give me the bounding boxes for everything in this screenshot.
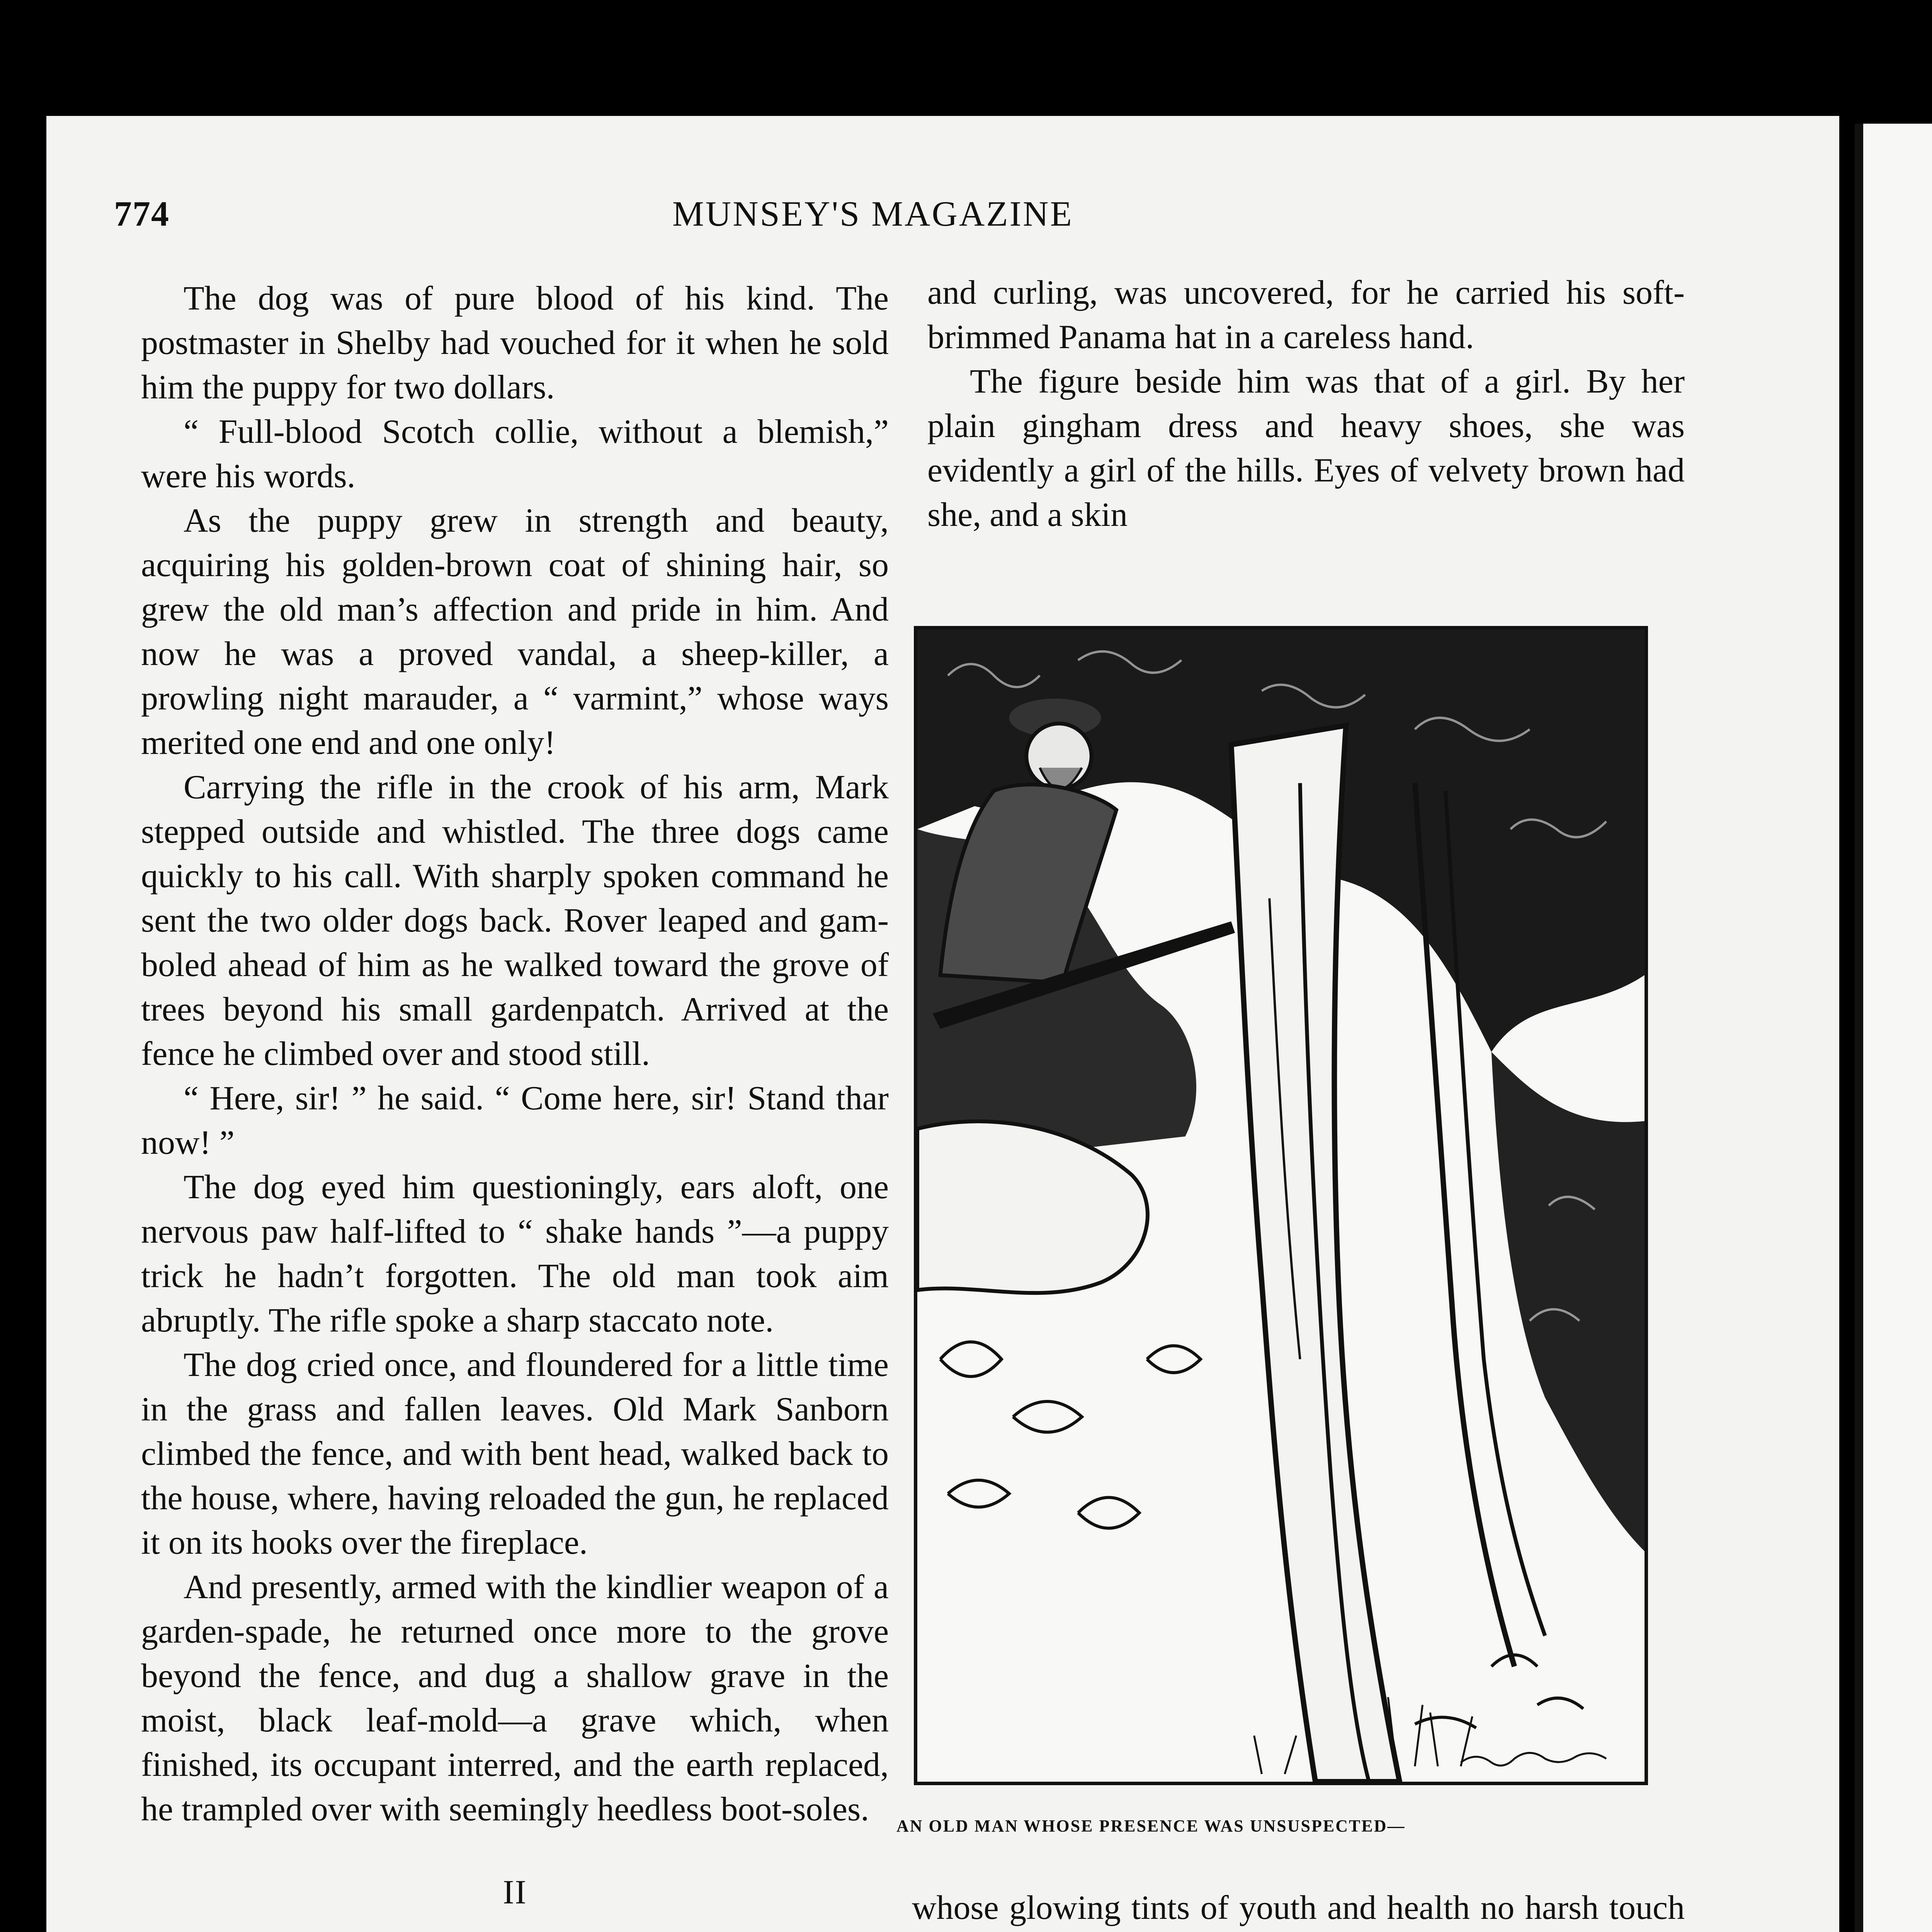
paragraph: The figure beside him was that of a girl. By her plain gingham dress and heavy shoes, she was evidently a girl of the hills. Eyes of velvety brown had she, and a skin [927, 363, 1685, 534]
paragraph: Carrying the rifle in the crook of his arm, Mark stepped outside and whistled. The three dogs came quickly to his call. With sharply spoken command he sent the two older dogs back. Rover leaped and gamboled ahead of him as he walked toward the grove of trees beyond his small gardenpatch. Arrived at the fence he climbed over and stood still. [141, 769, 889, 1073]
facing-page-edge [1855, 124, 1932, 1932]
paragraph: The dog eyed him questioningly, ears aloft, one nervous paw half-lifted to “ shake hands ”—a puppy trick he hadn’t forgotten. The old man took aim abruptly. The rifle spoke a sharp staccato note. [141, 1168, 889, 1339]
paragraph: “ Here, sir! ” he said. “ Come here, sir! Stand thar now! ” [141, 1080, 889, 1162]
paragraph: The dog cried once, and floundered for a little time in the grass and fallen leaves. Old Mark Sanborn climbed the fence, and with bent head, walked back to the house, where, having reloaded the gun, he replaced it on its hooks over the fireplace. [141, 1346, 889, 1561]
forest-illustration [914, 626, 1648, 1785]
paragraph: and curling, was uncovered, for he carried his soft-brimmed Panama hat in a careless hand. [927, 274, 1685, 356]
left-text-column [141, 276, 889, 1932]
paragraph: The dog was of pure blood of his kind. The postmaster in Shelby had vouched for it when he sold him the puppy for two dollars. [141, 280, 889, 406]
paragraph: whose glowing tints of youth and health no harsh touch [912, 1889, 1685, 1927]
paragraph: As the puppy grew in strength and beauty, acquiring his golden-brown coat of shining hair, so grew the old man’s affection and pride in him. And now he was a proved vandal, a sheep-killer, a prowling night marauder, a “ varmint,” whose ways merited one end and one only! [141, 502, 889, 762]
paragraph: “ Full-blood Scotch collie, without a blemish,” were his words. [141, 413, 889, 495]
magazine-title: MUNSEY'S MAGAZINE [672, 194, 1073, 233]
illustration-drawing [917, 629, 1645, 1782]
section-number: II [503, 1874, 527, 1911]
page-sheet [46, 116, 1839, 1932]
illustration-caption: AN OLD MAN WHOSE PRESENCE WAS UNSUSPECTED— [896, 1816, 1406, 1835]
right-text-column-top [927, 270, 1685, 537]
right-text-column-bottom [912, 1886, 1685, 1932]
paragraph: And presently, armed with the kindlier weapon of a garden-spade, he returned once more to the grove beyond the fence, and dug a shallow grave in the moist, black leaf-mold—a grave which, when finished, its occupant interred, and the earth replaced, he trampled over with seemingly heedless boot-soles. [141, 1568, 889, 1828]
page-number: 774 [114, 194, 170, 233]
